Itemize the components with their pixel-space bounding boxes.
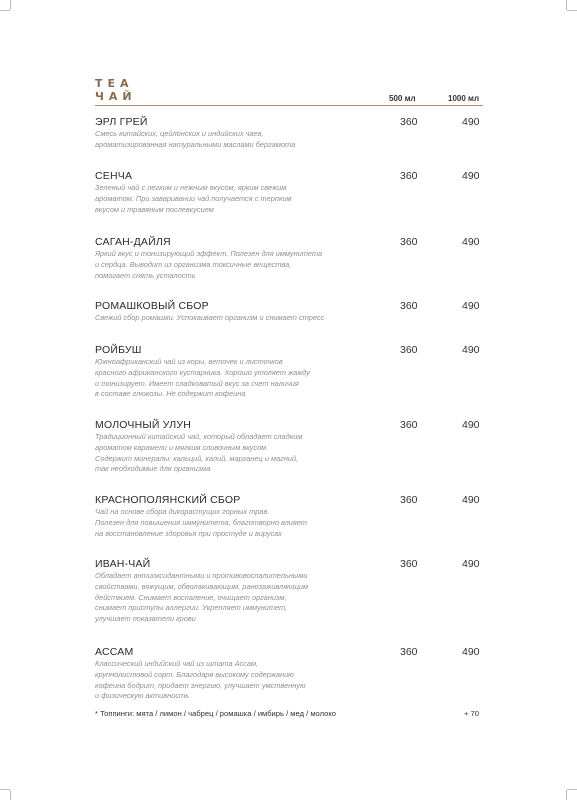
price-1000: 490 — [462, 170, 480, 182]
crop-mark — [0, 789, 10, 790]
price-1000: 490 — [462, 344, 480, 356]
description-line: действием. Снимает воспаление, очищает организм, — [95, 592, 287, 602]
column-header-1000: 1000 мл — [448, 94, 480, 103]
description-line: Полезен для повышения иммунитета, благотворно влияет — [95, 517, 308, 527]
price-1000: 490 — [462, 558, 480, 570]
description-line: в составе глюкозы. Не содержит кофеина — [95, 389, 246, 399]
item-description — [95, 432, 395, 475]
price-1000: 490 — [462, 300, 480, 312]
crop-mark — [567, 10, 577, 11]
crop-mark — [0, 10, 10, 11]
description-line: Классический индийский чай из штата Ассам, — [95, 659, 259, 668]
item-name: РОМАШКОВЫЙ СБОР — [95, 300, 209, 312]
price-500: 360 — [400, 558, 418, 570]
description-line: кофеина бодрит, придает энергию, улучшает умственную — [95, 680, 306, 690]
item-description — [95, 129, 395, 151]
description-line: Обладает антиоксидантными и противовоспалительными — [95, 571, 308, 580]
item-description — [95, 183, 395, 215]
description-line: ароматизированная натуральными маслами бергамота — [95, 139, 296, 149]
header-divider — [95, 105, 483, 106]
description-line: Чай на основе сбора дикорастущих горных трав. — [95, 507, 270, 516]
description-line: на восстановление здоровья при простуде и вирусах — [95, 528, 282, 538]
item-description — [95, 659, 395, 702]
price-1000: 490 — [462, 494, 480, 506]
column-header-500: 500 мл — [389, 94, 416, 103]
description-line: Яркий вкус и тонизирующий эффект. Полезен для иммунитета — [95, 249, 323, 258]
item-name: САГАН-ДАЙЛЯ — [95, 236, 171, 248]
description-line: улучшает показатели крови — [95, 614, 196, 624]
description-line: свойствами, вяжущим, обволакивающим, ранозаживляющим — [95, 581, 309, 591]
description-line: крупнолистовой сорт. Благодаря высокому содержанию — [95, 669, 294, 679]
item-name: МОЛОЧНЫЙ УЛУН — [95, 419, 192, 431]
price-1000: 490 — [462, 236, 480, 248]
crop-mark — [567, 789, 577, 790]
price-500: 360 — [400, 300, 418, 312]
crop-mark — [566, 790, 567, 800]
item-name: СЕНЧА — [95, 170, 133, 182]
description-line: вкусом и травяным послевкусием — [95, 204, 214, 214]
item-description — [95, 313, 395, 324]
price-500: 360 — [400, 116, 418, 128]
description-line: Зеленый чай с легким и нежным вкусом, ярким свежим — [95, 183, 287, 192]
description-line: Южноафриканский чай из коры, веточек и листочков — [95, 357, 283, 366]
description-line: ароматом. При заваривании чай получается с терпким — [95, 193, 292, 203]
description-line: ароматом карамели и мягким сливочным вкусом. — [95, 442, 269, 452]
price-500: 360 — [400, 419, 418, 431]
description-line: снимает приступы аллергии. Укрепляет иммунитет, — [95, 603, 288, 613]
description-line: красного африканского кустарника. Хорошо утоляет жажду — [95, 367, 311, 377]
description-line: Свежий сбор ромашки. Успокаивает организм и снимает стресс — [95, 313, 325, 322]
price-1000: 490 — [462, 116, 480, 128]
item-description — [95, 249, 395, 281]
item-name: КРАСНОПОЛЯНСКИЙ СБОР — [95, 494, 241, 506]
price-500: 360 — [400, 344, 418, 356]
item-name: ЭРЛ ГРЕЙ — [95, 116, 148, 128]
description-line: так необходимые для организма — [95, 464, 211, 474]
description-line: и физическую активность — [95, 691, 190, 701]
description-line: и тонизирует. Имеет сладковатый вкус за счет наличия — [95, 378, 299, 388]
item-description — [95, 571, 395, 625]
description-line: и сердца. Выводит из организма токсичные вещества, — [95, 259, 292, 269]
toppings-price: + 70 — [464, 709, 479, 718]
description-line: Традиционный китайский чай, который обладает сладким — [95, 432, 303, 441]
price-500: 360 — [400, 170, 418, 182]
title-ru: ЧАЙ — [95, 90, 137, 103]
title-en: TEA — [95, 77, 134, 90]
item-name: АССАМ — [95, 646, 134, 658]
description-line: Содержит минералы: кальций, калий, марганец и магний, — [95, 453, 299, 463]
price-1000: 490 — [462, 646, 480, 658]
item-name: РОЙБУШ — [95, 344, 142, 356]
crop-mark — [10, 0, 11, 10]
description-line: Смесь китайских, цейлонских и индийских чаев, — [95, 129, 264, 138]
price-500: 360 — [400, 236, 418, 248]
item-description — [95, 507, 395, 539]
price-1000: 490 — [462, 419, 480, 431]
item-description — [95, 357, 395, 400]
crop-mark — [566, 0, 567, 10]
description-line: помогает снять усталость — [95, 270, 196, 280]
price-500: 360 — [400, 494, 418, 506]
item-name: ИВАН-ЧАЙ — [95, 558, 151, 570]
crop-mark — [10, 790, 11, 800]
toppings-note: * Топпинги: мята / лимон / чабрец / ромашка / имбирь / мед / молоко — [95, 709, 336, 718]
price-500: 360 — [400, 646, 418, 658]
